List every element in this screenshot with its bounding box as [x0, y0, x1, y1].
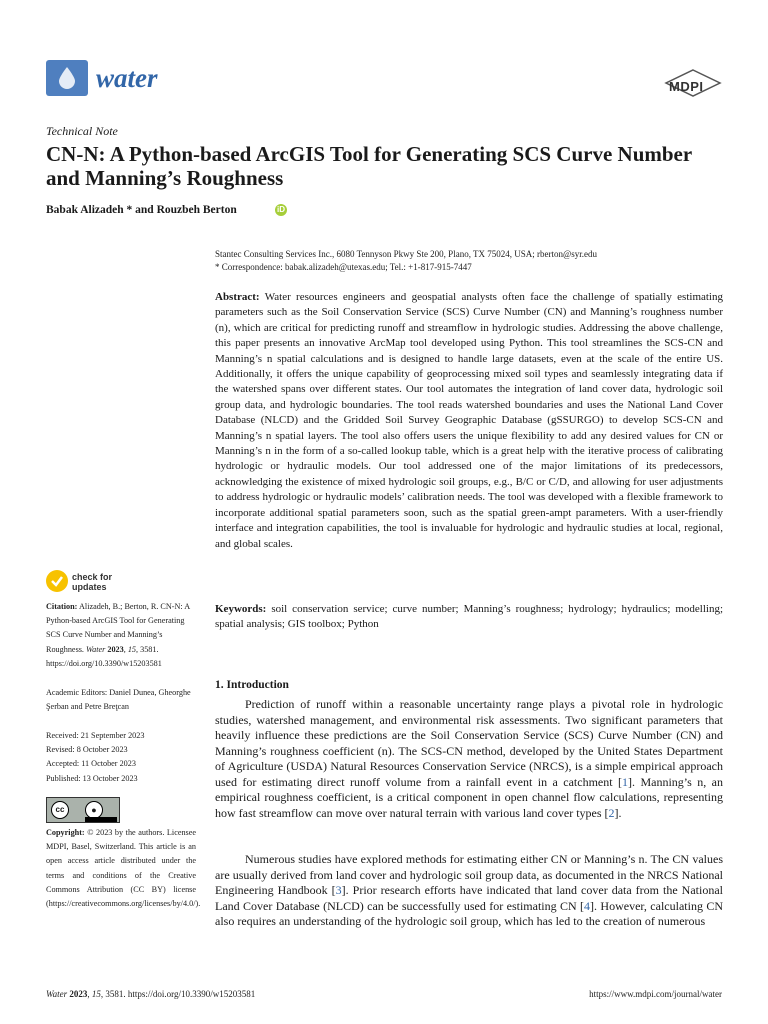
text-run: ]. Manning’s n, an empirical roughness coefficient, is a critical component in open channel flow calculations, representing how fast streamflow can move over natural terrain with various land cover types [ — [215, 774, 724, 820]
check-for-updates-icon[interactable] — [46, 570, 68, 592]
copyright — [46, 826, 201, 911]
academic-editors: Academic Editors: Daniel Dunea, Gheorghe Şerban and Petre Breţcan — [46, 688, 191, 712]
keywords-label: Keywords: — [215, 603, 267, 615]
abstract — [215, 290, 723, 552]
footer-journal: Water — [46, 989, 68, 999]
orcid-icon[interactable]: iD — [277, 205, 285, 214]
copyright-text: © 2023 by the authors. Licensee MDPI, Basel, Switzerland. This article is an open access article distributed under the terms and conditions of the Creative Commons Attribution (CC BY) license (https://creativecommons.org/licenses/by/4.0/). — [46, 828, 201, 909]
date-revised: Revised: 8 October 2023 — [46, 745, 128, 755]
text-run: ]. However, calculating CN also requires an understanding of the hydrologic soil group, which has led to the creation of numerous — [215, 898, 723, 928]
citation-text: Alizadeh, B.; Berton, R. CN-N: A Python-based ArcGIS Tool for Generating SCS Curve Number and Manning’s Roughness. — [46, 602, 190, 654]
footer-journal-url[interactable]: https://www.mdpi.com/journal/water — [589, 989, 722, 999]
article-title: CN-N: A Python-based ArcGIS Tool for Generating SCS Curve Number and Manning’s Roughness — [46, 142, 692, 190]
abstract-label: Abstract: — [215, 291, 260, 303]
reference-link[interactable]: 2 — [608, 805, 615, 820]
footer-citation: Water 2023, 15, 3581. https://doi.org/10.3390/w15203581 — [46, 989, 256, 999]
affiliation: Stantec Consulting Services Inc., 6080 Tennyson Pkwy Ste 200, Plano, TX 75024, USA; rberton@syr.edu — [215, 249, 598, 259]
text-run: ]. — [614, 805, 622, 820]
date-published: Published: 13 October 2023 — [46, 773, 138, 783]
cc-by-license-badge[interactable] — [46, 797, 120, 823]
date-received: Received: 21 September 2023 — [46, 731, 145, 740]
citation-journal: Water — [86, 644, 106, 654]
intro-paragraph-2 — [215, 852, 723, 930]
copyright-label: Copyright: — [46, 828, 85, 837]
keywords — [215, 602, 723, 633]
abstract-text: Water resources engineers and geospatial analysts often face the challenge of spatially estimating parameters such as the Soil Conservation Service (SCS) Curve Number (CN) and Manning’s roughness number (n), which are critical for predicting runoff and streamflow in hydrologic studies. Addressing the above challenge, this paper presents an innovative ArcMap tool developed using Python. This tool streamlines the SCS-CN and Manning’s n spatial calculations and is designed to handle large datasets, even at the scale of the entire US. Additionally, it offers the unique capability of geoprocessing mixed soil types and seamlessly integrating data if the watershed spans over different states. Our tool automates the integration of land cover data, hydrologic soil group data, and hydrologic boundaries. The tool reads watershed boundaries and uses the National Land Cover Database (NLCD) and the Gridded Soil Survey Geographic Database (gSSURGO) to develop SCS-CN and Manning’s n spatial layers. The tool also offers users the unique flexibility to add any desired values for CN or Manning’s n in the form of a so-called lookup table, which is a great help with the iterative process of calibrating hydrologic or hydraulic models. Our tool addressed one of the major limitations of its predecessors, acknowledging the existence of mixed hydrologic soil groups, e.g., B/C or C/D, and allowing for user adjustments to address hydrologic or hydraulic models’ calibration needs. The tool was developed with a flexible framework to incorporate additional spatial parameters soon, such as the spatial green-ampt parameters. With a user-friendly interface and integration capabilities, the tool is invaluable for hydrologic and hydraulic studies at local, regional, and global scales. — [215, 291, 723, 550]
by-bar — [85, 817, 117, 822]
citation-label: Citation: — [46, 602, 78, 611]
footer-doi[interactable]: , 3581. https://doi.org/10.3390/w15203581 — [100, 989, 256, 999]
journal-logo — [46, 60, 88, 96]
reference-link[interactable]: 1 — [622, 774, 629, 789]
text-run: ]. Prior research efforts have indicated that land cover data from the National Land Cover Database (NLCD) can be successfully used for estimating CN [ — [215, 883, 724, 913]
article-dates — [46, 729, 196, 786]
citation: Citation: Alizadeh, B.; Berton, R. CN-N: A Python-based ArcGIS Tool for Generating SCS Curve Number and Manning’s Roughness. Water 2023, 15, 3581. https://doi.org/10.3390/w15203581 — [46, 602, 190, 668]
text-run: Numerous studies have explored methods for estimating either CN or Manning’s n. The CN values are usually derived from land cover and hydrologic soil group data, as documented in the NRCS National Engineering Handbook [ — [215, 852, 723, 897]
citation-volume: 15 — [127, 644, 136, 654]
reference-link[interactable]: 3 — [335, 883, 342, 897]
text-run: Prediction of runoff within a reasonable uncertainty range plays a pivotal role in hydrologic studies, watershed management, and environmental risk assessments. Two significant parameters that heavily influence these predictions are the Soil Conservation Service (SCS) Curve Number (CN) and Manning’s roughness coefficient (n). The SCS-CN method, developed by the United States Department of Agriculture (USDA) Natural Resources Conservation Service (NRCS), is a simple empirical approach used for estimating direct runoff volume from a rainfall event in a catchment [ — [215, 697, 723, 789]
publisher-name: MDPI — [669, 79, 704, 94]
cc-icon: cc — [51, 801, 69, 819]
section-heading-introduction: 1. Introduction — [215, 679, 289, 691]
intro-paragraph-1 — [215, 697, 723, 821]
reference-link[interactable]: 4 — [584, 898, 591, 913]
water-drop-icon — [59, 67, 75, 89]
journal-name: water — [96, 63, 158, 93]
authors: Babak Alizadeh * and Rouzbeh Berton — [46, 204, 237, 216]
footer-volume: 15 — [91, 989, 101, 999]
footer-year: 2023 — [69, 989, 88, 999]
article-type: Technical Note — [46, 124, 118, 138]
keywords-text: soil conservation service; curve number; Manning’s roughness; hydrology; hydraulics; modelling; spatial analysis; GIS toolbox; Python — [215, 603, 724, 631]
citation-year: 2023 — [107, 644, 124, 654]
citation-doi[interactable]: , 3581. https://doi.org/10.3390/w15203581 — [46, 644, 162, 668]
date-accepted: Accepted: 11 October 2023 — [46, 759, 136, 769]
person-icon: ● — [85, 801, 103, 819]
correspondence: * Correspondence: babak.alizadeh@utexas.edu; Tel.: +1-817-915-7447 — [215, 262, 472, 272]
check-for-updates-label[interactable]: check for updates — [72, 572, 113, 592]
